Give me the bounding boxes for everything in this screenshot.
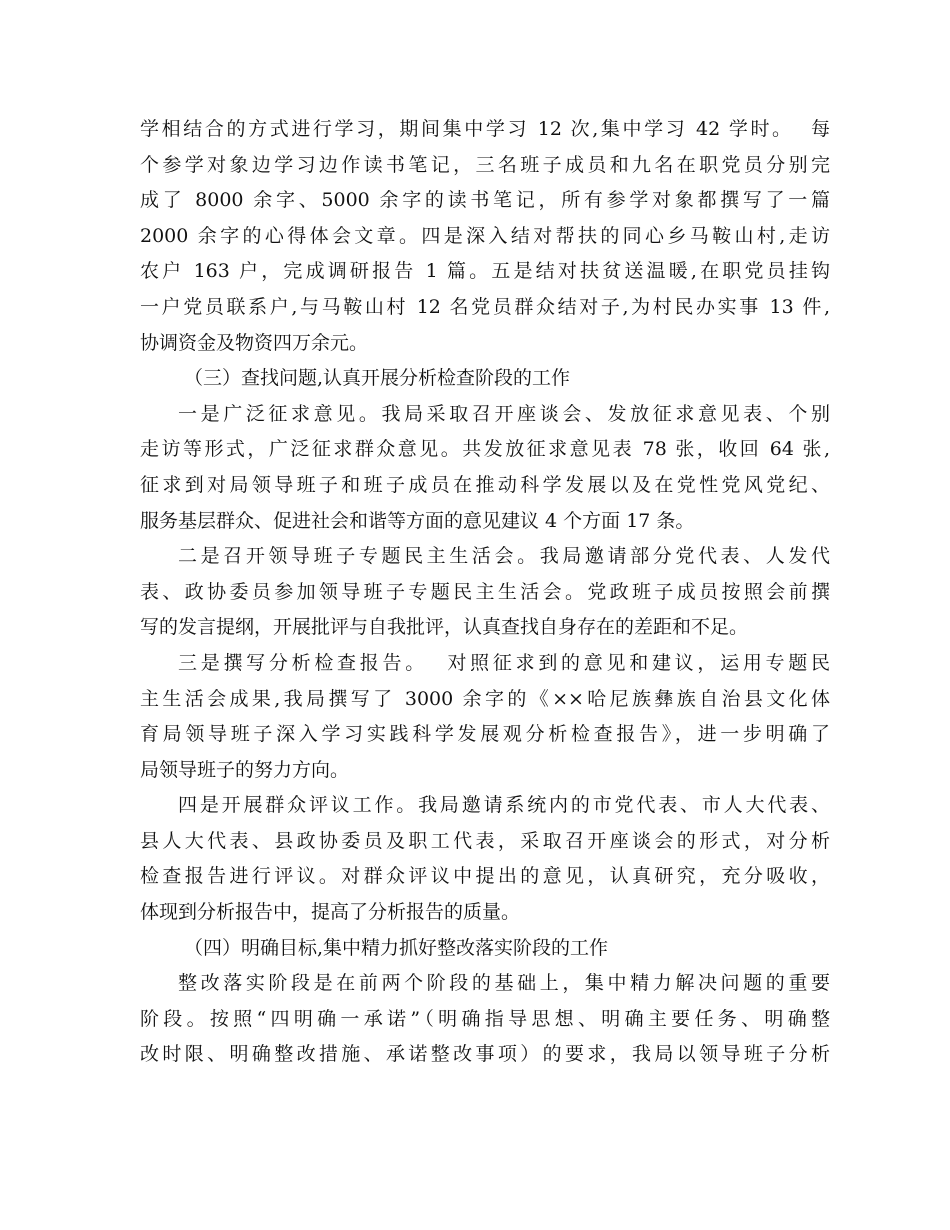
text-line: 阶段。按照“四明确一承诺”（明确指导思想、明确主要任务、明确整 xyxy=(140,1007,830,1030)
text-line: 县人大代表、县政协委员及职工代表，采取召开座谈会的形式，对分析 xyxy=(140,829,830,852)
paragraph-continued-study xyxy=(140,112,830,361)
heading-line: （三）查找问题,认真开展分析检查阶段的工作 xyxy=(184,367,571,390)
document-body xyxy=(140,112,830,1073)
text-line: 2000 余字的心得体会文章。四是深入结对帮扶的同心乡马鞍山村,走访 xyxy=(140,224,830,247)
text-line: 个参学对象边学习边作读书笔记，三名班子成员和九名在职党员分别完 xyxy=(140,153,830,176)
heading-line: （四）明确目标,集中精力抓好整改落实阶段的工作 xyxy=(184,936,609,959)
text-line: 写的发言提纲，开展批评与自我批评，认真查找自身存在的差距和不足。 xyxy=(140,616,749,639)
text-line: 二是召开领导班子专题民主生活会。我局邀请部分党代表、人发代 xyxy=(178,545,830,568)
text-line: 服务基层群众、促进社会和谐等方面的意见建议 4 个方面 17 条。 xyxy=(140,509,695,532)
text-line: 表、政协委员参加领导班子专题民主生活会。党政班子成员按照会前撰 xyxy=(140,580,830,603)
section-heading-4 xyxy=(140,931,830,967)
text-line: 体现到分析报告中，提高了分析报告的质量。 xyxy=(140,901,521,924)
paragraph-democratic-life-meeting xyxy=(140,539,830,646)
text-line: 成了 8000 余字、5000 余字的读书笔记，所有参学对象都撰写了一篇 xyxy=(140,189,830,212)
text-line: 一户党员联系户,与马鞍山村 12 名党员群众结对子,为村民办实事 13 件, xyxy=(140,295,830,318)
text-line: 协调资金及物资四万余元。 xyxy=(140,331,369,354)
paragraph-public-appraisal xyxy=(140,788,830,930)
text-line: 检查报告进行评议。对群众评议中提出的意见，认真研究，充分吸收， xyxy=(140,865,830,888)
text-line: 走访等形式，广泛征求群众意见。共发放征求意见表 78 张，收回 64 张, xyxy=(140,438,830,461)
text-line: 农户 163 户，完成调研报告 1 篇。五是结对扶贫送温暖,在职党员挂钩 xyxy=(140,260,830,283)
text-line: 主生活会成果,我局撰写了 3000 余字的《××哈尼族彝族自治县文化体 xyxy=(140,687,830,710)
paragraph-analysis-report xyxy=(140,646,830,788)
text-line: 学相结合的方式进行学习，期间集中学习 12 次,集中学习 42 学时。 每 xyxy=(140,118,830,140)
text-line: 四是开展群众评议工作。我局邀请系统内的市党代表、市人大代表、 xyxy=(178,794,830,817)
text-line: 育局领导班子深入学习实践科学发展观分析检查报告》，进一步明确了 xyxy=(140,723,830,746)
text-line: 三是撰写分析检查报告。 对照征求到的意见和建议，运用专题民 xyxy=(178,651,830,674)
text-line: 征求到对局领导班子和班子成员在推动科学发展以及在党性党风党纪、 xyxy=(140,473,830,496)
text-line: 一是广泛征求意见。我局采取召开座谈会、发放征求意见表、个别 xyxy=(178,402,830,425)
paragraph-solicit-opinions xyxy=(140,397,830,539)
text-line: 整改落实阶段是在前两个阶段的基础上，集中精力解决问题的重要 xyxy=(178,972,830,995)
section-heading-3 xyxy=(140,361,830,397)
text-line: 改时限、明确整改措施、承诺整改事项）的要求，我局以领导班子分析 xyxy=(140,1043,830,1066)
text-line: 局领导班子的努力方向。 xyxy=(140,758,350,781)
paragraph-rectification xyxy=(140,966,830,1073)
